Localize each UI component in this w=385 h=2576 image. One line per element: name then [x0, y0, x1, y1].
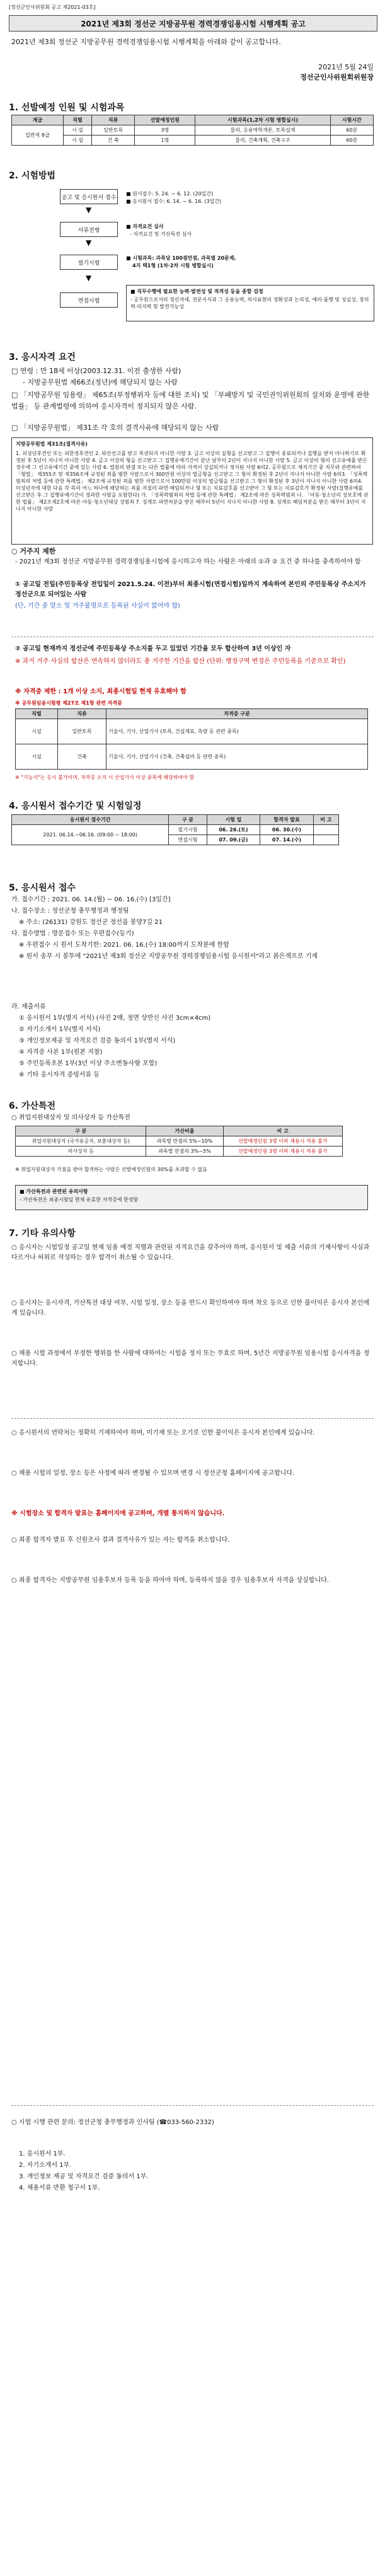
table-cell: 시 설	[64, 125, 92, 136]
notice-item: ○ 채용 시험 과정에서 부정한 행위를 한 사람에 대하여는 시험을 정지 또는 무효로 하며, 5년간 지방공무원 임용시험 응시자격을 정지합니다.	[11, 1350, 370, 1367]
table-cell: 3명	[135, 125, 195, 136]
table-cell: 07. 14.(수)	[260, 835, 314, 845]
table-row	[12, 825, 339, 835]
cert-note: ※ "기능사"는 응시 불가이며, 자격증 소지 시 산업기사 이상 종목에 해당하여야 함	[15, 775, 195, 780]
doc-item: ⑥ 기타 응시자격 증빙서류 등	[19, 1071, 100, 1078]
interview-box	[126, 285, 374, 321]
flow-step: 필기시험	[60, 255, 118, 270]
table-cell	[313, 835, 338, 845]
s6-line: - 가산특전은 최종시험일 현재 유효한 자격증에 한정함	[20, 1197, 139, 1203]
positions-table	[11, 115, 374, 146]
table-header-cell: 계급	[12, 115, 64, 125]
table-header-cell: 선발예정인원	[135, 115, 195, 125]
residence-text: ※ 과거 거주 사실의 합산은 연속하지 않더라도 총 거주한 기간을 합산 (단위: 행정구역 변경은 주민등록을 기준으로 확인)	[15, 658, 346, 665]
sep	[11, 2105, 374, 2106]
notice-item: ○ 최종 합격자 발표 후 신원조사 결과 결격사유가 있는 자는 합격을 취소합니다.	[11, 1537, 230, 1544]
table-header-cell: 시험시간	[330, 115, 373, 125]
flow-step: 서류전형	[60, 222, 118, 237]
table-header-cell: 구 분	[169, 815, 207, 825]
table-header-cell: 비 고	[313, 815, 338, 825]
table-header-row	[16, 709, 368, 719]
arrow-down-icon: ▼	[86, 238, 92, 247]
table-cell: 건축	[58, 744, 106, 770]
table-header-cell: 합격자 발표	[260, 815, 314, 825]
cert-title: ※ 공무원임용시험령 제27조 제1항 관련 자격증	[15, 700, 122, 706]
residence-text: ② 공고일 현재까지 정선군에 주민등록상 주소지를 두고 있었던 기간을 모두 합산하여 3년 이상인 자	[15, 645, 291, 652]
flow-note: 4지 택1형 (1차·2차 시험 병합실시)	[132, 263, 214, 269]
arrow-down-icon: ▼	[86, 205, 92, 214]
notice-item: ○ 응시원서의 연락처는 정확히 기재하여야 하며, 미기재 또는 오기로 인한 불이익은 응시자 본인에게 있습니다.	[11, 1430, 315, 1436]
qualification-2: - 지방공무원법 제66조(정년)에 해당되지 않는 사람	[23, 378, 178, 386]
schedule-table	[11, 814, 339, 845]
table-header-cell: 자격증 구분	[106, 709, 368, 719]
flow-step: 공고 및 응시원서 접수	[60, 189, 118, 204]
notice-item: ○ 최종 합격자는 지방공무원 임용후보자 등록 등을 하여야 하며, 등록하지 않을 경우 임용후보자 자격을 상실합니다.	[11, 1577, 329, 1584]
table-header-cell: 직렬	[16, 709, 58, 719]
doc-item: ② 자기소개서 1부(별지 서식)	[19, 1026, 101, 1033]
table-header-cell: 응시원서 접수기간	[12, 815, 169, 825]
flow-step: 면접시험	[60, 292, 118, 308]
section-7-title: 7. 기타 유의사항	[9, 1228, 76, 1239]
sep	[11, 1418, 374, 1419]
box-text: 1. 피성년후견인 또는 피한정후견인 2. 파산선고를 받고 복권되지 아니한 사람 3. 금고 이상의 실형을 선고받고 그 집행이 종료되거나 집행을 받지 아니하기로 확정된 후 5년이 지나지 아니한 사람 4. 금고 이상의 형을 선고받고 그 집행유예기간이 끝난 날부터 2년이 지나지 아니한 사람 5. 금고 이상의 형의 선고유예를 받은 경우에 그 선고유예기간 중에 있는 사람 6. 법원의 판결 또는 다른 법률에 따라 자격이 상실되거나 정지된 사람 6의2. 공무원으로 재직기간 중 직무와 관련하여 「형법」 제355조 및 제356조에 규정된 죄를 범한 사람으로서 300만원 이상의 벌금형을 선고받고 그 형이 확정된 후 2년이 지나지 아니한 사람 6의3. 「성폭력범죄의 처벌 등에 관한 특례법」 제2조에 규정된 죄를 범한 사람으로서 100만원 이상의 벌금형을 선고받고 그 형이 확정된 후 3년이 지나지 아니한 사람 6의4. 미성년자에 대한 다음 각 목의 어느 하나에 해당하는 죄를 저질러 파면·해임되거나 형 또는 치료감호를 선고받아 그 형 또는 치료감호가 확정된 사람(집행유예를 선고받은 후 그 집행유예기간이 경과한 사람을 포함한다) 가. 「성폭력범죄의 처벌 등에 관한 특례법」 제2조에 따른 성폭력범죄 나. 「아동·청소년의 성보호에 관한 법률」 제2조제2호에 따른 아동·청소년대상 성범죄 7. 징계로 파면처분을 받은 때부터 5년이 지나지 아니한 사람 8. 징계로 해임처분을 받은 때부터 3년이 지나지 아니한 사람	[16, 451, 369, 512]
flow-note: ■ 직무수행에 필요한 능력·발전성 및 적격성 등을 종합 검정	[130, 289, 263, 294]
table-header-cell: 시험과목(1,2차 시험 병합실시)	[195, 115, 330, 125]
table-cell: 07. 09.(금)	[207, 835, 260, 845]
s5-line: ※ 우편접수 시 원서 도착기한: 2021. 06. 16.(수) 18:00까지 도착분에 한함	[19, 942, 229, 949]
table-header-cell: 비 고	[223, 1126, 343, 1136]
table-cell: 물리, 건축계획, 건축구조	[195, 136, 330, 146]
notice-item: ○ 응시자는 시험일정 공고일 현재 임용 예정 직렬과 관련된 자격요건을 갖추어야 하며, 응시원서 및 제출 서류의 기재사항이 사실과 다르거나 허위로 작성하는 경우 합격이 취소될 수 있습니다.	[11, 1244, 370, 1261]
notice-item: ○ 시험 시행 관련 문의: 정선군청 총무행정과 인사팀 (☎033-560-2332)	[11, 2119, 214, 2126]
table-header-row	[12, 115, 374, 125]
doc-item: ③ 개인정보제공 및 자격요건 검증 동의서 1부(별지 서식)	[19, 1037, 176, 1044]
flow-note: ■ 원서접수: 5. 24. ~ 6. 12. (20일간)	[126, 191, 214, 197]
table-row	[16, 744, 368, 770]
table-row	[16, 1136, 343, 1146]
residence-option-1	[15, 580, 371, 611]
page-title: 2021년 제3회 정선군 지방공무원 경력경쟁임용시험 시행계획 공고	[9, 15, 377, 32]
table-row	[16, 719, 368, 744]
table-cell	[313, 825, 338, 835]
table-cell: 06. 26.(토)	[207, 825, 260, 835]
table-cell: 의사상자 등	[16, 1146, 146, 1157]
flow-note: ■ 자격요건 심사	[126, 224, 164, 229]
table-row	[12, 125, 374, 136]
s6-note: ※ 취업지원대상자 가점을 받아 합격하는 사람은 선발예정인원의 30%를 초과할 수 없음	[15, 1167, 207, 1172]
flow-note: ■ 시험과목: 과목당 100점만점, 과목별 20문제,	[126, 255, 236, 261]
box-title: 지방공무원법 제31조(결격사유)	[16, 441, 88, 447]
table-cell: 물리, 응용역학개론, 토목설계	[195, 125, 330, 136]
s5-line: ※ 주소: (26131) 강원도 정선군 정선읍 봉양7길 21	[19, 919, 163, 926]
s5-line: 라. 제출서류	[11, 1003, 46, 1010]
residence-title: ○ 거주지 제한	[11, 547, 56, 555]
table-row	[16, 1146, 343, 1157]
section-5-title: 5. 응시원서 접수	[9, 883, 76, 893]
flow-note: - 자격요건 및 가산특전 심사	[130, 231, 192, 237]
section-6-title: 6. 가산특전	[9, 1101, 56, 1111]
disqualification-box	[11, 437, 373, 545]
notice-item: ○ 응시자는 응시자격, 가산특전 대상 여부, 시험 일정, 장소 등을 반드시 확인하여야 하며 착오 등으로 인한 불이익은 응시자 본인에게 있습니다.	[11, 1300, 370, 1317]
s5-line: 나. 접수장소 : 정선군청 총무행정과 행정팀	[11, 908, 129, 915]
table-cell: 건 축	[92, 136, 135, 146]
table-cell: 시설	[16, 719, 58, 744]
intro-paragraph: 2021년 제3회 정선군 지방공무원 경력경쟁임용시험 시행계획을 아래와 같이 공고합니다.	[11, 38, 281, 46]
attachment-item: 1. 응시원서 1부.	[19, 2151, 66, 2157]
s5-line: ※ 원서 송부 시 봉투에 "2021년 제3회 정선군 지방공무원 경력경쟁임용시험 응시원서"라고 붉은색으로 기재	[19, 953, 318, 960]
table-cell: 필기시험	[169, 825, 207, 835]
table-cell: 면접시험	[169, 835, 207, 845]
notice-item: ○ 채용 시험의 일정, 장소 등은 사정에 따라 변경될 수 있으며 변경 시 정선군청 홈페이지에 공고합니다.	[11, 1470, 295, 1477]
qualification-3: □ 「지방공무원 임용령」 제65조(부정행위자 등에 대한 조치) 및 「부패방지 및 국민권익위원회의 설치와 운영에 관한 법률」 등 관계법령에 의하여 응시자격이 정지되지 않은 사람.	[11, 391, 370, 410]
table-header-cell: 직류	[92, 115, 135, 125]
red-notice: ※ 시험장소 및 합격자 발표는 홈페이지에 공고하며, 개별 통지하지 않습니다.	[11, 1510, 225, 1517]
table-cell: 선발예정인원 3명 이하 채용시 적용 불가	[223, 1146, 343, 1157]
s5-line: 가. 접수기간 : 2021. 06. 14.(월) ~ 06. 16.(수) [3일간]	[11, 896, 171, 903]
qualification-4: □ 「지방공무원법」 제31조 각 호의 결격사유에 해당되지 않는 사람	[11, 424, 219, 432]
doc-item: ① 응시원서 1부(별지 서식) (사진 2매, 정면 상반신 사진 3cm×4cm)	[19, 1015, 211, 1022]
doc-item: ⑤ 주민등록초본 1부(3년 이상 주소변동사항 포함)	[19, 1060, 158, 1067]
s6-line: ■ 가산특전과 관련된 유의사항	[20, 1189, 88, 1194]
table-cell: 1명	[135, 136, 195, 146]
attachment-item: 4. 채용서류 반환 청구서 1부.	[19, 2185, 100, 2192]
table-header-cell: 구 분	[16, 1126, 146, 1136]
table-cell: 선발예정인원 3명 이하 채용시 적용 불가	[223, 1136, 343, 1146]
s6-line: ○ 취업지원대상자 및 의사상자 등 가산특전	[11, 1114, 130, 1121]
table-cell: 시 설	[64, 136, 92, 146]
table-header-cell: 시험 일	[207, 815, 260, 825]
section-3-title: 3. 응시자격 요건	[9, 352, 76, 362]
table-cell: 기술사, 기사, 산업기사 (건축, 건축설비 등 관련 종목)	[106, 744, 368, 770]
cert-table	[15, 708, 368, 770]
table-header-cell: 직류	[58, 709, 106, 719]
doc-item: ④ 자격증 사본 1부(원본 지참)	[19, 1049, 103, 1056]
table-cell: 시설	[16, 744, 58, 770]
residence-option-2	[15, 644, 371, 667]
section-1-title: 1. 선발예정 인원 및 시험과목	[9, 103, 125, 113]
table-cell: 기술사, 기사, 산업기사 (토목, 건설재료, 측량 등 관련 종목)	[106, 719, 368, 744]
top-note: [정선군인사위원회 공고 제2021-03호]	[9, 4, 96, 10]
table-cell: 취업지원대상자 (국가유공자, 보훈대상자 등)	[16, 1136, 146, 1146]
table-cell: 일반직 8급	[12, 125, 64, 146]
table-cell: 과목별 만점의 5%~10%	[146, 1136, 223, 1146]
table-cell: 06. 30.(수)	[260, 825, 314, 835]
residence-text: - 2021년 제3회 정선군 지방공무원 경력경쟁임용시험에 응시하고자 하는 사람은 아래의 ①과 ② 요건 중 하나를 충족하여야 함	[15, 558, 361, 565]
attachment-item: 3. 개인정보 제공 및 자격요건 검증 동의서 1부.	[19, 2173, 149, 2180]
date: 2021년 5월 24일	[318, 63, 374, 71]
attachment-item: 2. 자기소개서 1부.	[19, 2162, 72, 2169]
residence-text: (단, 기간 중 말소 및 거주불명으로 등록된 사실이 없어야 함)	[15, 603, 180, 609]
table-cell: 60분	[330, 125, 373, 136]
flow-note: ■ 응시원서 접수: 6. 14. ~ 6. 16. (3일간)	[126, 199, 222, 204]
bonus-notice-box	[15, 1185, 368, 1210]
s5-line: 다. 접수방법 : 방문접수 또는 우편접수(등기)	[11, 930, 134, 937]
section-4-title: 4. 응시원서 접수기간 및 시험일정	[9, 801, 142, 811]
table-header-cell: 직렬	[64, 115, 92, 125]
flow-note: - 공무원으로서의 정신자세, 전문지식과 그 응용능력, 의사표현의 정확성과 논리성, 예의·품행 및 성실성, 창의력·의지력 및 발전가능성	[130, 297, 369, 309]
table-cell: 2021. 06.14.~06.16. (09:00 ~ 18:00)	[12, 825, 169, 845]
table-cell: 일반토목	[92, 125, 135, 136]
table-row	[12, 136, 374, 146]
bonus-table	[15, 1126, 343, 1157]
qualification-1: □ 연령 : 만 18세 이상(2003.12.31. 이전 출생한 사람)	[11, 367, 181, 375]
table-cell: 일반토목	[58, 719, 106, 744]
table-cell: 60분	[330, 136, 373, 146]
cert-limit: ※ 자격증 제한 : 1개 이상 소지, 최종시험일 현재 유효해야 함	[15, 688, 187, 695]
table-header-row	[12, 815, 339, 825]
arrow-down-icon: ▼	[86, 274, 92, 282]
section-2-title: 2. 시험방법	[9, 171, 56, 181]
table-header-cell: 가산비율	[146, 1126, 223, 1136]
table-cell: 과목별 만점의 3%~5%	[146, 1146, 223, 1157]
table-header-row	[16, 1126, 343, 1136]
residence-text: ① 공고일 전일(주민등록상 전입일이 2021.5.24. 이전)부터 최종시험(면접시험)일까지 계속하여 본인의 주민등록상 주소지가 정선군으로 되어있는 사람	[15, 581, 366, 598]
issuer: 정선군인사위원회위원장	[300, 73, 374, 81]
